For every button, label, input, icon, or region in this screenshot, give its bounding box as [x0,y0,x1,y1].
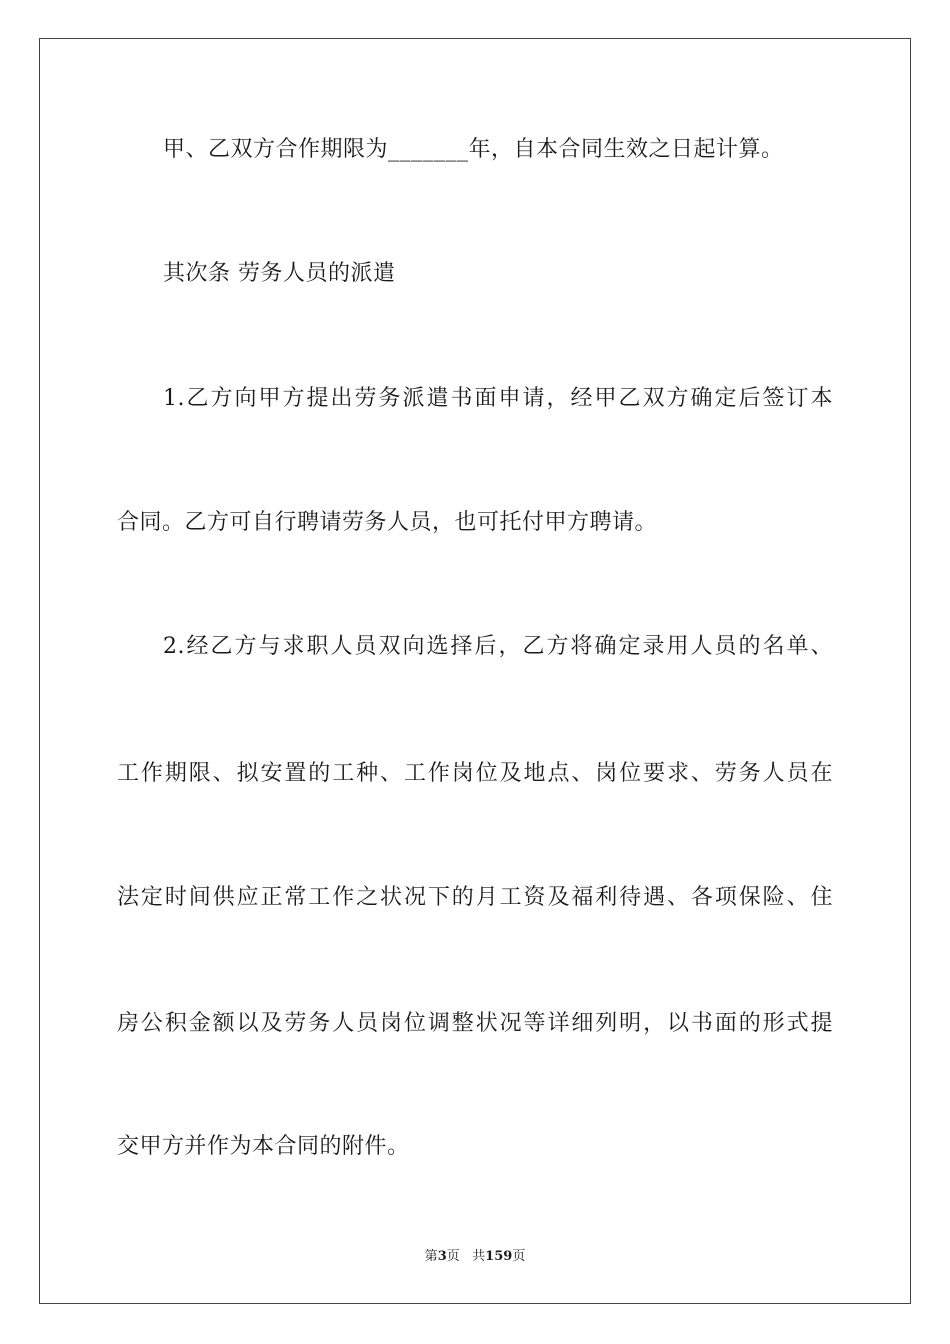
footer-page-prefix: 第 [424,1249,438,1264]
section-heading: 其次条 劳务人员的派遣 [163,261,396,286]
footer-page-number: 3 [437,1249,447,1264]
footer-total-pages: 159 [485,1249,513,1264]
paragraph-line-4: 合同。乙方可自行聘请劳务人员，也可托付甲方聘请。 [117,510,658,535]
paragraph-line-3: 1.乙方向甲方提出劳务派遣书面申请，经甲乙双方确定后签订本 [163,386,833,411]
page-footer [0,1249,950,1265]
paragraph-line-8: 房公积金额以及劳务人员岗位调整状况等详细列明，以书面的形式提 [117,1011,833,1036]
paragraph-line-9: 交甲方并作为本合同的附件。 [117,1134,410,1159]
paragraph-line-1: 甲、乙双方合作期限为_______年，自本合同生效之日起计算。 [163,137,784,162]
paragraph-line-5: 2.经乙方与求职人员双向选择后，乙方将确定录用人员的名单、 [163,634,833,659]
footer-total-suffix: 页 [512,1249,526,1264]
footer-page-suffix: 页 [446,1249,460,1264]
paragraph-line-7: 法定时间供应正常工作之状况下的月工资及福利待遇、各项保险、住 [117,885,833,910]
footer-total-prefix: 共 [472,1249,486,1264]
page-border [39,38,911,1304]
paragraph-line-6: 工作期限、拟安置的工种、工作岗位及地点、岗位要求、劳务人员在 [117,761,833,786]
